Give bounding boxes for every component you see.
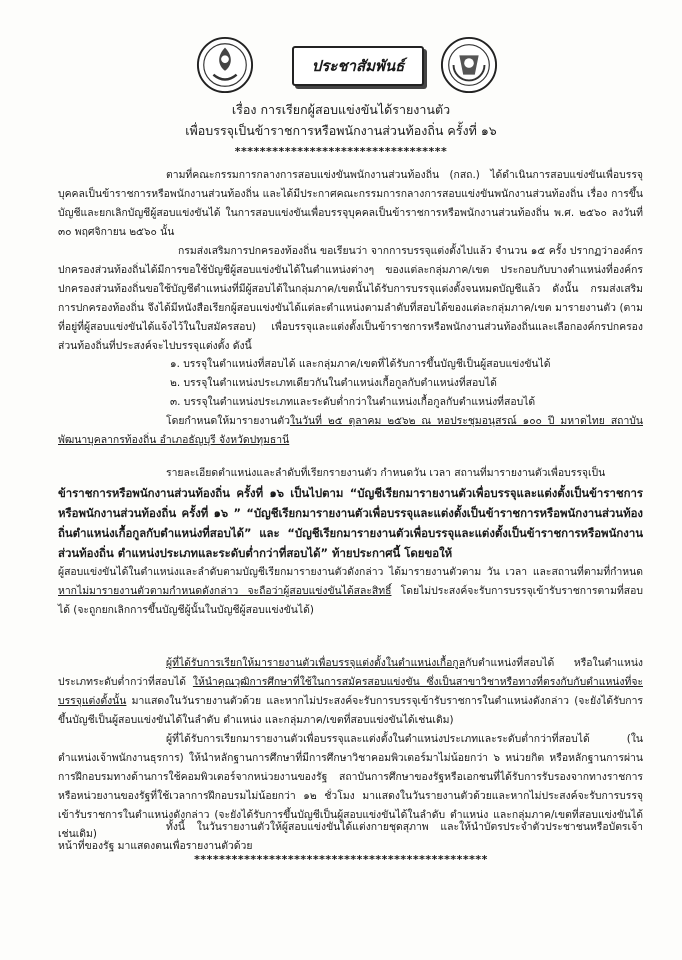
paragraph-3: โดยกำหนดให้มารายงานตัวในวันที่ ๒๕ ตุลาคม ๒๕๖๒ ณ หอประชุมอนุสรณ์ ๑๐๐ ปี มหาดไทย สถาบันพัฒนาบุคลากรท้องถิ่น อำเภอธัญบุรี จังหวัดปทุมธานี: [58, 415, 643, 446]
paragraph-5: ผู้ที่ได้รับการเรียกให้มารายงานตัวเพื่อบรรจุแต่งตั้งในตำแหน่งเกื้อกูลกับตำแหน่งที่สอบได้ หรือในตำแหน่งประเภทระดับต่ำกว่าที่สอบได้ ให้นำคุณวุฒิการศึกษาที่ใช้ในการสมัครสอบแข่งขัน ซึ่งเป็นสาขาวิชาหรือทางที่ตรงกับกับตำแหน่งที่จะบรรจุแต่งตั้งนั้น มาแสดงในวันรายงานตัวด้วย และหากไม่ประสงค์จะรับการบรรจุเข้ารับราชการในตำแหน่งดังกล่าว (จะยังได้รับการขึ้นบัญชีเป็นผู้สอบแข่งขันได้ในลำดับ ตำแหน่ง และกลุ่มภาค/เขตที่สอบแข่งขันได้เช่นเดิม): [58, 657, 643, 726]
paragraph-4: รายละเอียดตำแหน่งและลำดับที่เรียกรายงานตัว กำหนดวัน เวลา สถานที่มารายงานตัวเพื่อบรรจุเป็น ข้าราชการหรือพนักงานส่วนท้องถิ่น ครั้งที่ ๑๖ เป็นไปตาม “บัญชีเรียกมารายงานตัวเพื่อบรรจุและแต่งตั้งเป็นข้าราชการหรือพนักงานส่วนท้องถิ่น ครั้งที่ ๑๖ ” “บัญชีเรียกมารายงานตัวเพื่อบรรจุและแต่งตั้งเป็นข้าราชการหรือพนักงานส่วนท้องถิ่นตำแหน่งเกื้อกูลกับตำแหน่งที่สอบได้” และ “บัญชีเรียกมารายงานตัวเพื่อบรรจุและแต่งตั้งเป็นข้าราชการหรือพนักงานส่วนท้องถิ่น ตำแหน่งประเภทและระดับต่ำกว่าที่สอบได้” ท้ายประกาศนี้ โดยขอให้ ผู้สอบแข่งขันได้ในตำแหน่งและลำดับตามบัญชีเรียกมารายงานตัวดังกล่าว ได้มารายงานตัวตาม วัน เวลา และสถานที่ตามที่กำหนด หากไม่มารายงานตัวตามกำหนดดังกล่าว จะถือว่าผู้สอบแข่งขันได้สละสิทธิ์ โดยไม่ประสงค์จะรับการบรรจุเข้ารับราชการตามที่สอบได้ (จะถูกยกเลิกการขึ้นบัญชีผู้นั้นในบัญชีผู้สอบแข่งขันได้): [58, 467, 643, 616]
paragraph-6: ผู้ที่ได้รับการเรียกมารายงานตัวเพื่อบรรจุและแต่งตั้งในตำแหน่งประเภทและระดับต่ำกว่าที่สอบได้ (ในตำแหน่งเจ้าพนักงานธุรการ) ให้นำหลักฐานการศึกษาที่มีการศึกษาวิชาคอมพิวเตอร์มาไม่น้อยกว่า ๖ หน่วยกิต หรือหลักฐานการผ่านการฝึกอบรมทางด้านการใช้คอมพิวเตอร์จากหน่วยงานของรัฐ สถาบันการศึกษาของรัฐหรือเอกชนที่ได้รับการรับรองจากทางราชการหรือหน่วยงานของรัฐที่ใช้เวลาการฝึกอบรมไม่น้อยกว่า ๑๒ ชั่วโมง มาแสดงในวันรายงานตัวด้วยและหากไม่ประสงค์จะรับการบรรจุเข้ารับราชการในตำแหน่งดังกล่าว (จะยังได้รับการขึ้นบัญชีเป็นผู้สอบแข่งขันได้ในลำดับ ตำแหน่ง และกลุ่มภาค/เขตที่สอบแข่งขันได้เช่นเดิม): [58, 733, 643, 840]
list-item: ๒. บรรจุในตำแหน่งประเภทเดียวกันในตำแหน่งเกื้อกูลกับตำแหน่งที่สอบได้: [170, 377, 497, 389]
subject-line: เรื่อง การเรียกผู้สอบแข่งขันได้รายงานตัว: [231, 102, 451, 117]
subject-line-2: เพื่อบรรจุเป็นข้าราชการหรือพนักงานส่วนท้องถิ่น ครั้งที่ ๑๖: [185, 123, 497, 138]
report-date-place: ในวันที่ ๒๕ ตุลาคม ๒๕๖๒ ณ หอประชุมอนุสรณ์ ๑๐๐ ปี มหาดไทย สถาบันพัฒนาบุคลากรท้องถิ่น อำเภอธัญบุรี จังหวัดปทุมธานี: [58, 415, 643, 446]
paragraph-1: ตามที่คณะกรรมการกลางการสอบแข่งขันพนักงานส่วนท้องถิ่น (กสถ.) ได้ดำเนินการสอบแข่งขันเพื่อบรรจุบุคคลเป็นข้าราชการหรือพนักงานส่วนท้องถิ่น และได้มีประกาศคณะกรรมการกลางการสอบแข่งขันพนักงานส่วนท้องถิ่น เรื่อง การขึ้นบัญชีและยกเลิกบัญชีผู้สอบแข่งขันได้ ในการสอบแข่งขันเพื่อบรรจุบุคคลเป็นข้าราชการหรือพนักงานส่วนท้องถิ่น พ.ศ. ๒๕๖๐ ลงวันที่ ๓๐ พฤศจิกายน ๒๕๖๐ นั้น: [58, 169, 643, 238]
separator-stars-top: **********************************: [234, 145, 448, 158]
forfeit-warning: หากไม่มารายงานตัวตามกำหนดดังกล่าว จะถือว่าผู้สอบแข่งขันได้สละสิทธิ์: [58, 585, 392, 597]
separator-stars-bottom: ***********************************************: [194, 853, 488, 866]
banner-title: ประชาสัมพันธ์: [311, 57, 405, 75]
requirement-list: [58, 355, 643, 412]
list-names-bold: ข้าราชการหรือพนักงานส่วนท้องถิ่น ครั้งที่ ๑๖ เป็นไปตาม “บัญชีเรียกมารายงานตัวเพื่อบรรจุและแต่งตั้งเป็นข้าราชการหรือพนักงานส่วนท้องถิ่น ครั้งที่ ๑๖ ” “บัญชีเรียกมารายงานตัวเพื่อบรรจุและแต่งตั้งเป็นข้าราชการหรือพนักงานส่วนท้องถิ่นตำแหน่งเกื้อกูลกับตำแหน่งที่สอบได้” และ “บัญชีเรียกมารายงานตัวเพื่อบรรจุและแต่งตั้งเป็นข้าราชการหรือพนักงานส่วนท้องถิ่น ตำแหน่งประเภทและระดับต่ำกว่าที่สอบได้” ท้ายประกาศนี้ โดยขอให้: [58, 486, 643, 560]
list-item: ๓. บรรจุในตำแหน่งประเภทและระดับต่ำกว่าในตำแหน่งเกื้อกูลกับตำแหน่งที่สอบได้: [170, 396, 536, 408]
left-emblem-logo: [196, 36, 254, 94]
right-emblem-logo: [440, 36, 498, 94]
qualification-note: ให้นำคุณวุฒิการศึกษาที่ใช้ในการสมัครสอบแข่งขัน ซึ่งเป็นสาขาวิชาหรือทางที่ตรงกับกับตำแหน่งที่จะบรรจุแต่งตั้งนั้น: [58, 676, 643, 707]
announcement-banner: [292, 46, 424, 86]
paragraph-2: กรมส่งเสริมการปกครองท้องถิ่น ขอเรียนว่า จากการบรรจุแต่งตั้งไปแล้ว จำนวน ๑๕ ครั้ง ปรากฏว่าองค์กรปกครองส่วนท้องถิ่นได้มีการขอใช้บัญชีผู้สอบแข่งขันได้ในตำแหน่งต่างๆ ของแต่ละกลุ่มภาค/เขต ประกอบกับบางตำแหน่งที่องค์กรปกครองส่วนท้องถิ่นขอใช้บัญชีตำแหน่งที่มีผู้สอบได้ในกลุ่มภาค/เขตนั้นได้รับการบรรจุแต่งตั้งจนหมดบัญชีแล้ว ดังนั้น กรมส่งเสริมการปกครองท้องถิ่น จึงได้มีหนังสือเรียกผู้สอบแข่งขันได้แต่ละตำแหน่งตามลำดับที่สอบได้ของแต่ละกลุ่มภาค/เขต มารายงานตัว (ตามที่อยู่ที่ผู้สอบแข่งขันได้แจ้งไว้ในใบสมัครสอบ) เพื่อบรรจุและแต่งตั้งเป็นข้าราชการหรือพนักงานส่วนท้องถิ่นและเลือกองค์กรปกครองส่วนท้องถิ่นที่ประสงค์จะไปบรรจุแต่งตั้ง ดังนี้: [58, 245, 643, 352]
list-item: ๑. บรรจุในตำแหน่งที่สอบได้ และกลุ่มภาค/เขตที่ได้รับการขึ้นบัญชีเป็นผู้สอบแข่งขันได้: [170, 358, 551, 370]
paragraph-7: ทั้งนี้ ในวันรายงานตัวให้ผู้สอบแข่งขันได้แต่งกายชุดสุภาพ และให้นำบัตรประจำตัวประชาชนหรือบัตรเจ้าหน้าที่ของรัฐ มาแสดงตนเพื่อรายงานตัวด้วย: [58, 821, 643, 852]
